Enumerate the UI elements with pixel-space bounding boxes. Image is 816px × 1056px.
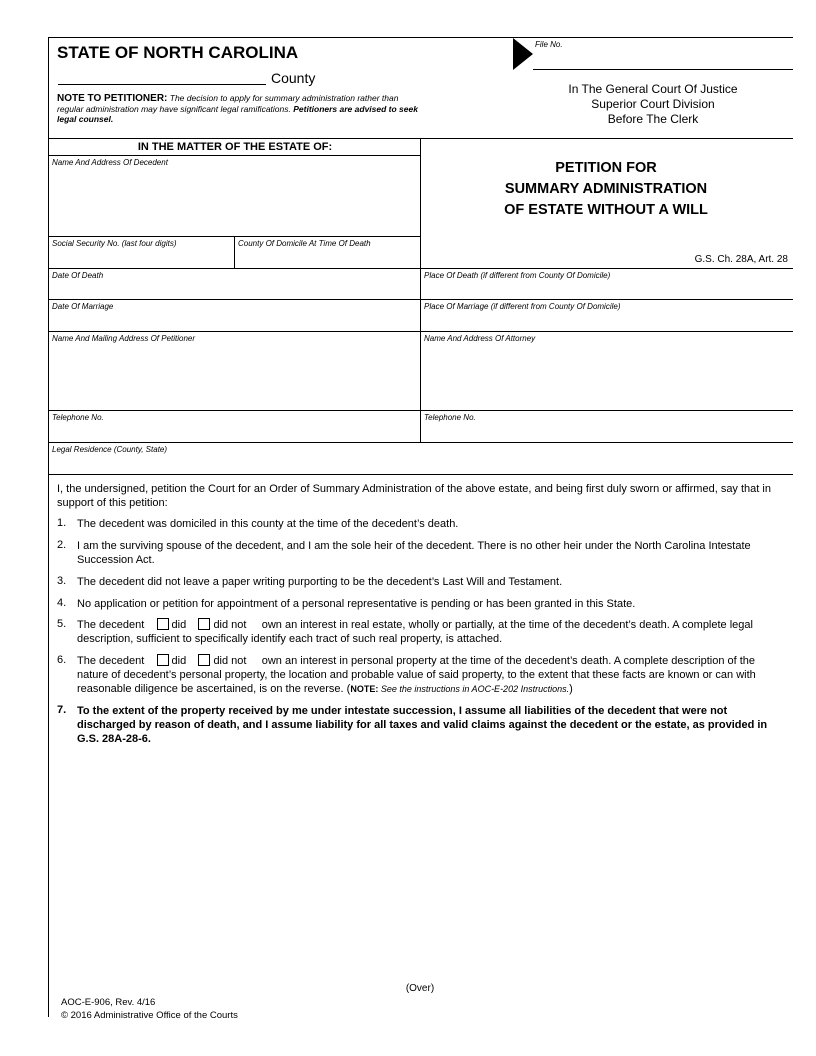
file-no-line <box>533 69 793 70</box>
item-6-did-checkbox[interactable] <box>157 654 169 666</box>
item-5-did-checkbox[interactable] <box>157 618 169 630</box>
legal-residence-field[interactable] <box>49 443 793 474</box>
item-number-6: 6. <box>57 654 67 666</box>
county-domicile-label: County Of Domicile At Time Of Death <box>238 239 371 248</box>
ssn-label: Social Security No. (last four digits) <box>52 239 177 248</box>
note-bold: Petitioners are advised to seek legal counsel. <box>57 104 418 124</box>
petitioner-telephone-field[interactable] <box>49 411 420 442</box>
court-line-3: Before The Clerk <box>607 112 699 126</box>
note-label: NOTE TO PETITIONER: <box>57 93 168 104</box>
place-of-marriage-label: Place Of Marriage (if different from County Of Domicile) <box>424 302 621 311</box>
court-line-2: Superior Court Division <box>591 97 715 111</box>
item-number-5: 5. <box>57 618 67 630</box>
item-5-did-not-checkbox[interactable] <box>198 618 210 630</box>
attorney-name-address-label: Name And Address Of Attorney <box>424 334 536 343</box>
title-line-3: OF ESTATE WITHOUT A WILL <box>504 202 708 218</box>
attorney-telephone-field[interactable] <box>421 411 793 442</box>
item-3-text: The decedent did not leave a paper writing purporting to be the decedent’s Last Will and Testament. <box>77 576 563 588</box>
grid-line <box>48 474 793 475</box>
item-1-text: The decedent was domiciled in this county at the time of the decedent’s death. <box>77 518 459 530</box>
date-of-marriage-field[interactable] <box>49 300 420 331</box>
item-number-7: 7. <box>57 704 67 716</box>
statute-reference: G.S. Ch. 28A, Art. 28 <box>694 254 788 265</box>
decedent-name-address-field[interactable] <box>49 156 420 236</box>
state-title: STATE OF NORTH CAROLINA <box>57 43 299 62</box>
item-5-post: own an interest in real estate, wholly or partially, at the time of the decedent’s death. A complete legal description, sufficient to specifically identify each tract of such real property, is attached. <box>77 619 753 645</box>
date-of-marriage-label: Date Of Marriage <box>52 302 114 311</box>
petitioner-name-address-field[interactable] <box>49 332 420 410</box>
item-6-pre: The decedent <box>77 655 145 667</box>
item-number-2: 2. <box>57 539 67 551</box>
ssn-field[interactable] <box>49 237 234 268</box>
item-5-text <box>77 618 787 646</box>
item-number-1: 1. <box>57 517 67 529</box>
matter-heading: IN THE MATTER OF THE ESTATE OF: <box>137 141 333 153</box>
item-7-text: To the extent of the property received by me under intestate succession, I assume all liabilities of the decedent that were not discharged by reason of death, and I assume liability for all taxes and valid claims against the decedent or the estate, as provided in G.S. 28A-28-6. <box>77 705 768 745</box>
item-number-4: 4. <box>57 597 67 609</box>
item-6-close: ) <box>569 683 573 695</box>
date-of-death-label: Date Of Death <box>52 271 104 280</box>
item-6-did-not-label: did not <box>213 655 247 667</box>
place-of-death-label: Place Of Death (if different from County Of Domicile) <box>424 271 611 280</box>
county-label: County <box>271 70 316 86</box>
copyright: © 2016 Administrative Office of the Courts <box>61 1010 238 1021</box>
petitioner-telephone-label: Telephone No. <box>52 413 104 422</box>
form-title <box>421 158 791 221</box>
petitioner-name-address-label: Name And Mailing Address Of Petitioner <box>52 334 196 343</box>
item-5-pre: The decedent <box>77 619 145 631</box>
title-line-1: PETITION FOR <box>555 160 657 176</box>
item-4-text: No application or petition for appointment of a personal representative is pending or has been granted in this State. <box>77 598 636 610</box>
county-domicile-field[interactable] <box>235 237 420 268</box>
item-6-note-text: See the instructions in AOC-E-202 Instructions. <box>378 684 570 694</box>
court-info <box>528 82 778 127</box>
item-6-text <box>77 654 787 696</box>
item-6-did-not-checkbox[interactable] <box>198 654 210 666</box>
item-6-note-label: NOTE: <box>350 684 379 694</box>
note-to-petitioner <box>57 93 427 124</box>
title-line-2: SUMMARY ADMINISTRATION <box>504 181 708 197</box>
item-number-3: 3. <box>57 575 67 587</box>
item-5-did-label: did <box>171 619 187 631</box>
legal-residence-label: Legal Residence (County, State) <box>52 445 168 454</box>
court-line-1: In The General Court Of Justice <box>568 82 738 96</box>
file-no-arrow-icon <box>513 38 533 70</box>
date-of-death-field[interactable] <box>49 269 420 299</box>
file-no-label: File No. <box>535 40 563 49</box>
attorney-name-address-field[interactable] <box>421 332 793 410</box>
decedent-name-address-label: Name And Address Of Decedent <box>52 158 168 167</box>
place-of-death-field[interactable] <box>421 269 793 299</box>
over-notice: (Over) <box>405 983 435 994</box>
place-of-marriage-field[interactable] <box>421 300 793 331</box>
county-blank[interactable] <box>58 84 266 85</box>
item-6-did-label: did <box>171 655 187 667</box>
item-6-post: own an interest in personal property at the time of the decedent’s death. A complete description of the nature of decedent’s personal property, the location and probable value of said property, to the extent that these facts are known or can with reasonable diligence be ascertained, is on the reverse. ( <box>77 655 756 695</box>
item-5-did-not-label: did not <box>213 619 247 631</box>
petition-intro: I, the undersigned, petition the Court for an Order of Summary Administration of the above estate, and being first duly sworn or affirmed, say that in support of this petition: <box>57 483 771 509</box>
item-2-text: I am the surviving spouse of the decedent, and I am the sole heir of the decedent. There is no other heir under the North Carolina Intestate Succession Act. <box>77 540 751 566</box>
top-border <box>48 37 793 38</box>
note-text: The decision to apply for summary administration rather than regular administration may have significant legal ramifications. <box>57 93 399 114</box>
attorney-telephone-label: Telephone No. <box>424 413 476 422</box>
form-number: AOC-E-906, Rev. 4/16 <box>61 997 156 1008</box>
